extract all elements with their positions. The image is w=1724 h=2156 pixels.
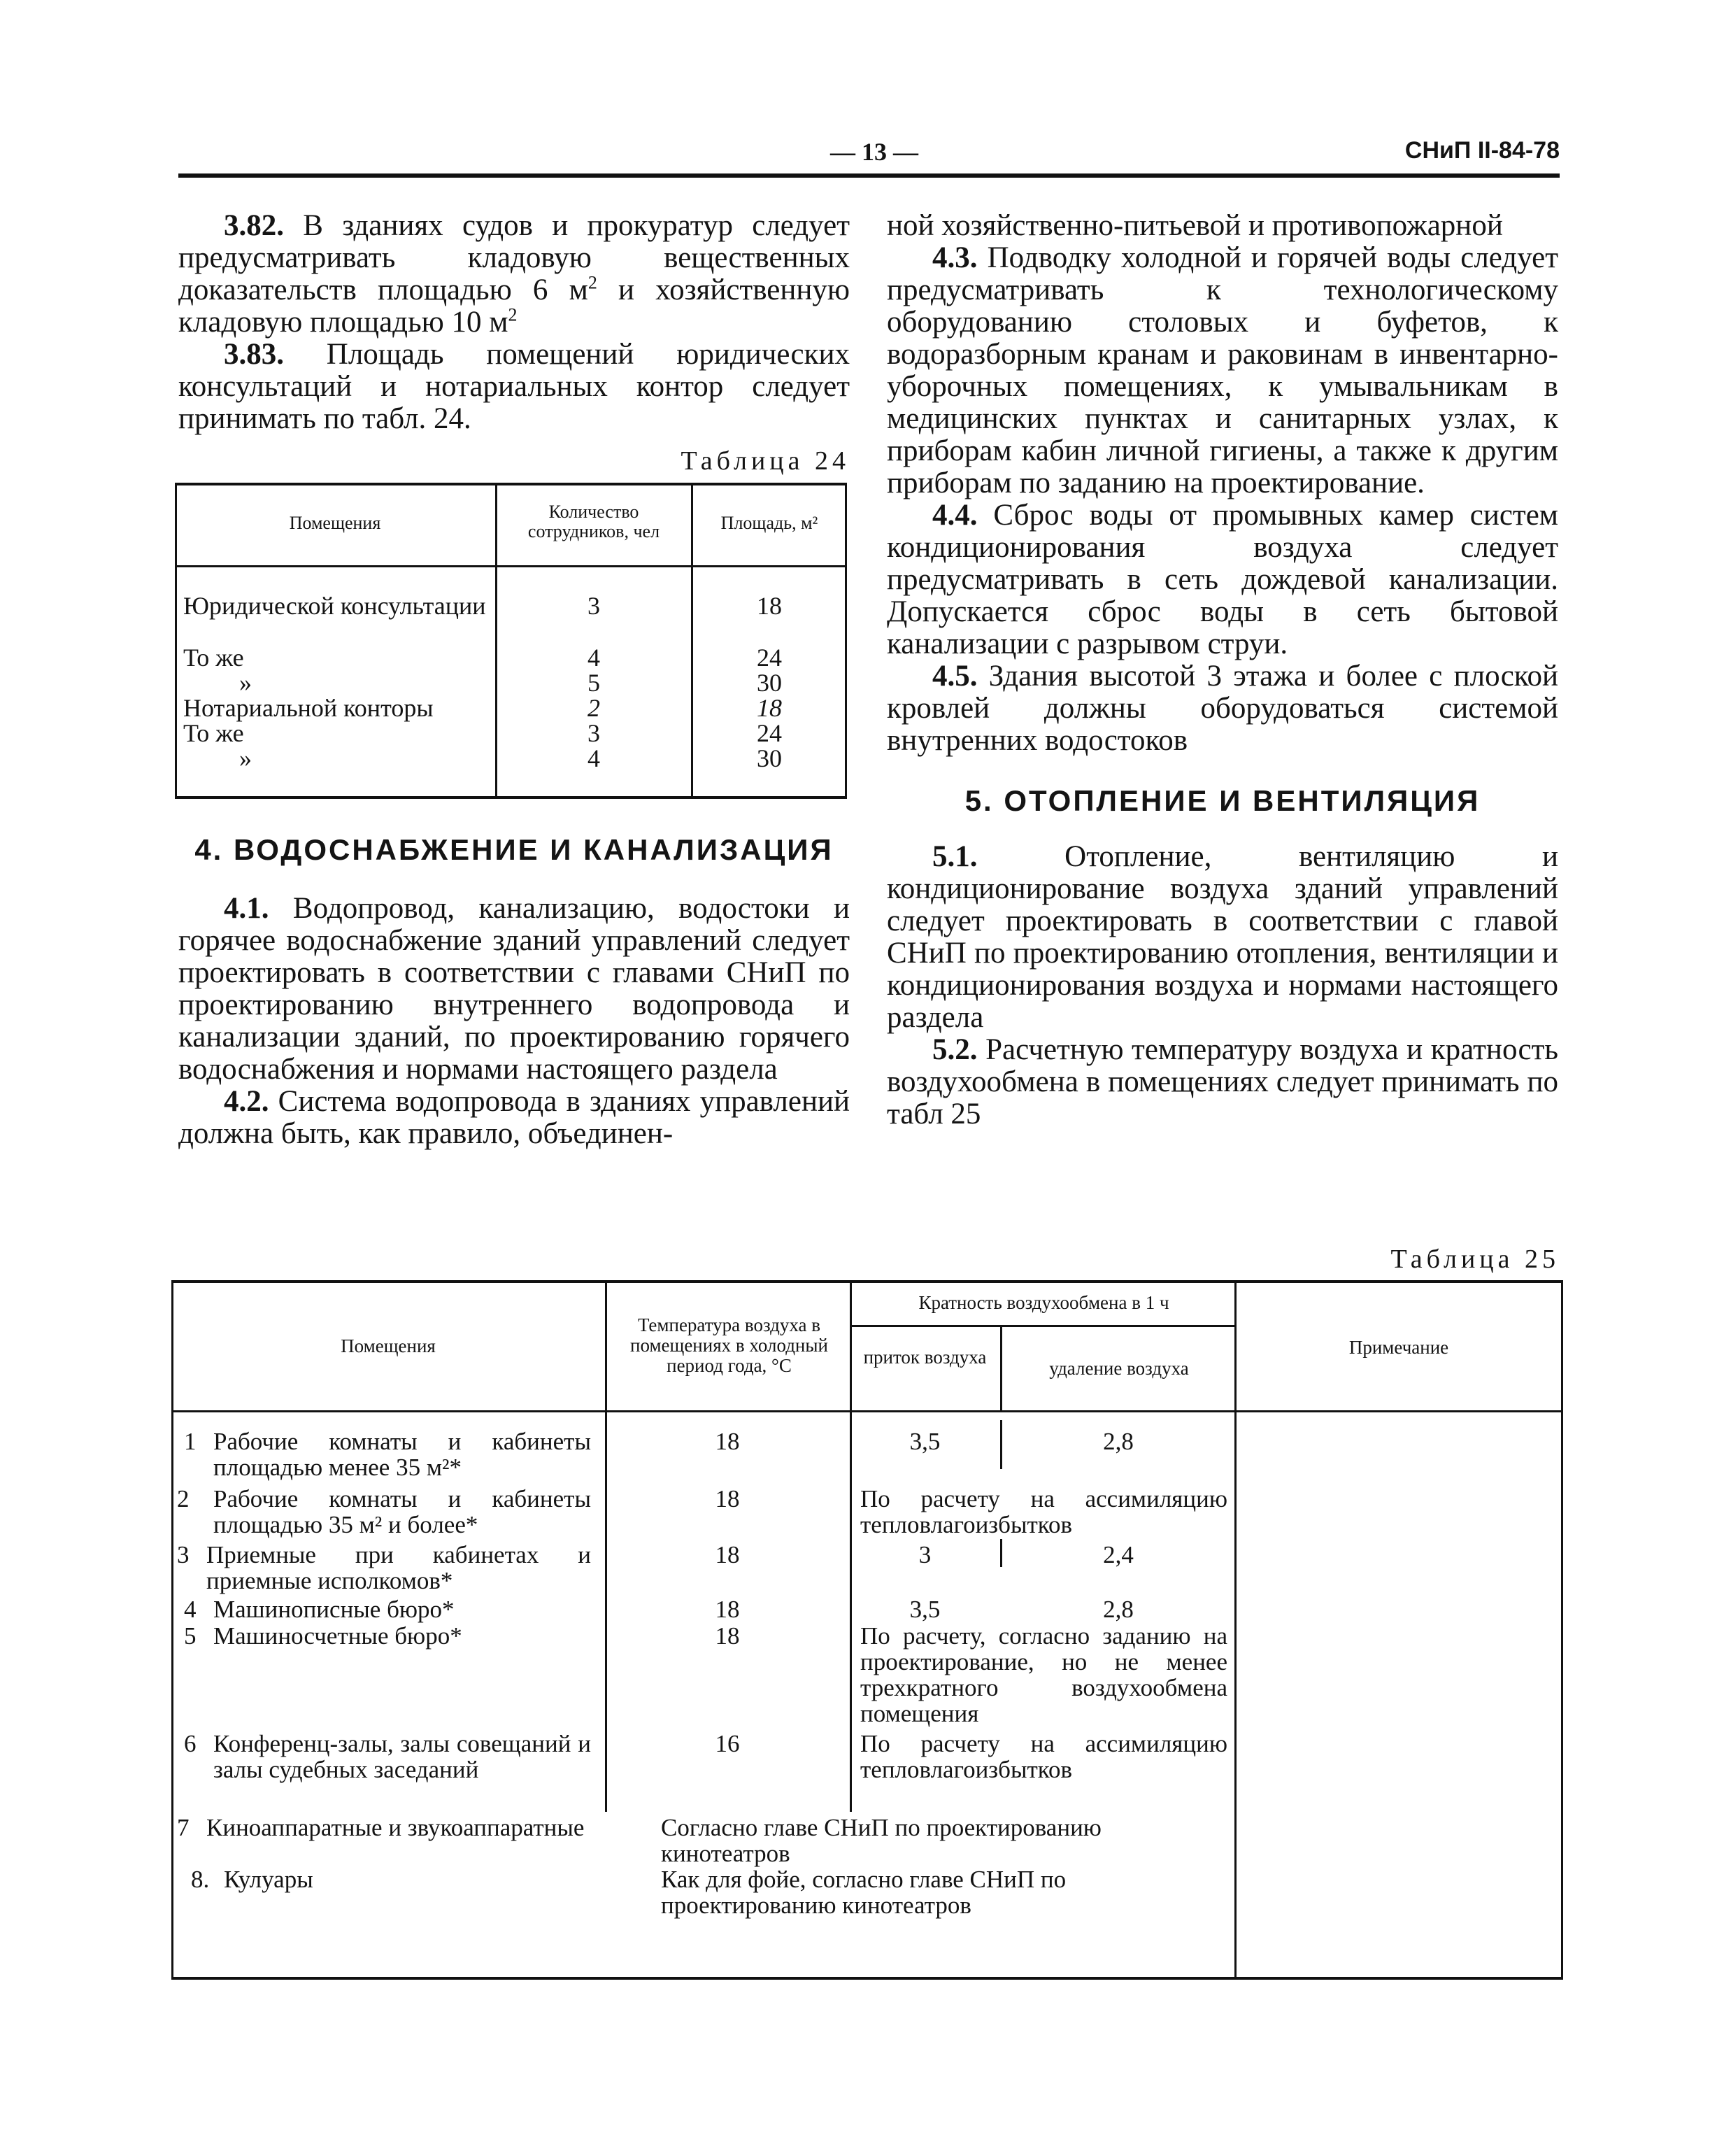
row-number: 4: [184, 1596, 197, 1623]
table-rule: [171, 1410, 1563, 1412]
table25-caption: Таблица 25: [1390, 1244, 1560, 1274]
table-cell-temp: 18: [715, 1541, 740, 1568]
table-cell-room: »: [239, 669, 252, 697]
superscript: 2: [587, 272, 597, 293]
table-cell-supply: 3: [918, 1541, 932, 1568]
table-cell-room: Приемные при кабинетах и приемные исполкомов*: [206, 1541, 591, 1594]
page-number: — 13 —: [830, 138, 918, 166]
table-cell-staff: 3: [587, 592, 600, 620]
table-cell-room: Юридической консультации: [183, 592, 486, 620]
row-number: 7: [177, 1814, 190, 1841]
table-cell-room: Киноаппаратные и звукоаппаратные: [206, 1814, 585, 1841]
row-number: 2: [177, 1485, 190, 1512]
table-cell-room: Рабочие комнаты и кабинеты площадью 35 м² и более*: [213, 1485, 591, 1538]
table-cell-temp: 16: [715, 1730, 740, 1757]
row-number: 8.: [191, 1866, 210, 1893]
table-cell-merged: По расчету, согласно заданию на проектирование, но не менее трехкратного воздухообмена помещения: [860, 1622, 1227, 1727]
left-column-section4: [178, 834, 850, 1150]
table-cell-staff: 2: [587, 694, 600, 722]
table-cell-exhaust: 2,8: [1103, 1596, 1134, 1623]
table-cell-span: Согласно главе СНиП по проектированию кинотеатров: [661, 1814, 1102, 1867]
clause-text: Водопровод, канализацию, водостоки и горячее водоснабжение зданий управлений следует проектировать в соответствии с главами СНиП по проектированию внутреннего водопровода и канализации зданий, по проектированию горячего водоснабжения и нормами настоящего раздела: [178, 892, 850, 1086]
table-cell-room: Конференц-залы, залы совещаний и залы судебных заседаний: [213, 1730, 591, 1783]
table-rule: [175, 565, 846, 567]
clause-number: 5.2.: [932, 1033, 978, 1066]
table-rule: [845, 483, 847, 799]
table-rule: [1234, 1280, 1237, 1980]
table-cell-supply: 3,5: [909, 1596, 941, 1623]
row-number: 3: [177, 1541, 190, 1568]
clause-text: Расчетную температуру воздуха и кратность воздухообмена в помещениях следует принимать по табл 25: [887, 1033, 1558, 1130]
table-cell-area: 18: [757, 694, 782, 722]
table-rule: [691, 483, 693, 799]
table-cell-area: 30: [757, 669, 782, 697]
table-cell-room: Кулуары: [224, 1866, 313, 1893]
column-header-temp: Температура воздуха в помещениях в холодный период года, °С: [630, 1314, 828, 1376]
table-cell-room: »: [239, 744, 252, 772]
table-cell-exhaust: 2,8: [1103, 1428, 1134, 1455]
clause-number: 4.1.: [224, 892, 269, 925]
table-cell-area: 30: [757, 744, 782, 772]
table-cell-staff: 4: [587, 644, 600, 672]
column-header-note: Примечание: [1348, 1337, 1449, 1358]
paragraph-3-82: [178, 210, 850, 339]
table-cell-temp: 18: [715, 1485, 740, 1512]
table-cell-staff: 5: [587, 669, 600, 697]
table-cell-area: 24: [757, 644, 782, 672]
paragraph-3-83: [178, 339, 850, 435]
paragraph-continuation: ной хозяйственно-питьевой и противопожарной: [887, 209, 1503, 242]
row-number: 6: [184, 1730, 197, 1757]
clause-text: Площадь помещений юридических консультаций и нотариальных контор следует принимать по табл. 24.: [178, 338, 850, 435]
clause-number: 4.3.: [932, 241, 978, 274]
table24-caption: Таблица 24: [681, 446, 850, 476]
table-rule: [1561, 1280, 1563, 1980]
table-25: [171, 1280, 1563, 1980]
clause-number: 4.5.: [932, 660, 978, 693]
clause-text: Сброс воды от промывных камер систем кондиционирования воздуха следует предусматривать в сеть дождевой канализации. Допускается сброс воды в сеть бытовой канализации с разрывом струи.: [887, 499, 1559, 660]
table-rule: [495, 483, 497, 799]
clause-text: В зданиях судов и прокуратур следует предусматривать кладовую вещественных доказательств площадью 6 м: [178, 209, 850, 306]
table-rule: [1000, 1325, 1002, 1412]
table-cell-merged: По расчету на ассимиляцию тепловлагоизбытков: [860, 1485, 1227, 1538]
clause-text: Здания высотой 3 этажа и более с плоской кровлей должны оборудоваться системой внутренних водостоков: [887, 660, 1558, 757]
table-cell-staff: 4: [587, 744, 600, 772]
table-cell-room: Рабочие комнаты и кабинеты площадью менее 35 м²*: [213, 1428, 591, 1481]
table-cell-room: То же: [183, 644, 244, 672]
clause-number: 3.82.: [224, 209, 284, 242]
clause-text: и хозяйственную кладовую площадью 10 м: [178, 274, 850, 339]
column-header-exhaust: удаление воздуха: [1049, 1358, 1189, 1379]
table-cell-room: Нотариальной конторы: [183, 694, 434, 722]
clause-text: Подводку холодной и горячей воды следует предусматривать к технологическому оборудованию столовых и буфетов, к водоразборным кранам и раковинам в инвентарно-уборочных помещениях, к умывальникам в медицинских пунктах и санитарных узлах, к приборам кабин личной гигиены, а также к другим приборам по заданию на проектирование.: [887, 241, 1558, 499]
row-number: 5: [184, 1622, 197, 1650]
table-cell-supply: 3,5: [909, 1428, 941, 1455]
row-number: 1: [184, 1428, 197, 1455]
clause-text: Отопление, вентиляцию и кондиционирование воздуха зданий управлений следует проектировать в соответствии с главой СНиП по проектированию отопления, вентиляции и кондиционирования воздуха и нормами настоящего раздела: [887, 840, 1558, 1034]
table-cell-room: То же: [183, 719, 244, 747]
table-cell-span: Как для фойе, согласно главе СНиП по проектированию кинотеатров: [661, 1866, 1067, 1919]
paragraph-4-5: [887, 660, 1558, 757]
clause-number: 5.1.: [932, 840, 978, 873]
column-header-supply: приток воздуха: [863, 1347, 987, 1368]
column-header: Количество сотрудников, чел: [527, 502, 660, 541]
doc-code: СНиП II-84-78: [1404, 137, 1560, 164]
column-header: Помещения: [289, 513, 381, 533]
section-5-title: 5. ОТОПЛЕНИЕ И ВЕНТИЛЯЦИЯ: [964, 784, 1481, 817]
column-header: Площадь, м²: [720, 513, 818, 533]
table-cell-area: 18: [757, 592, 782, 620]
table-cell-room: Машиносчетные бюро*: [213, 1622, 462, 1650]
paragraph-4-4: [887, 499, 1558, 660]
paragraph-5-1: [887, 841, 1558, 1034]
table-rule: [171, 1280, 1563, 1283]
table-cell-room: Машинописные бюро*: [213, 1596, 455, 1623]
table-cell-merged: По расчету на ассимиляцию тепловлагоизбытков: [860, 1730, 1227, 1783]
table-cell-temp: 18: [715, 1428, 740, 1455]
superscript: 2: [508, 304, 518, 325]
table-rule: [171, 1280, 173, 1980]
table-24: [175, 483, 846, 799]
clause-number: 4.2.: [224, 1085, 269, 1118]
paragraph-4-2: [178, 1086, 850, 1150]
section-4-title: 4. ВОДОСНАБЖЕНИЕ И КАНАЛИЗАЦИЯ: [194, 833, 834, 866]
table-cell-staff: 3: [587, 719, 600, 747]
left-column: [178, 210, 850, 477]
paragraph-4-3: [887, 242, 1558, 499]
table-cell-area: 24: [757, 719, 782, 747]
column-header-exchange: Кратность воздухообмена в 1 ч: [918, 1292, 1169, 1313]
table-cell-exhaust: 2,4: [1103, 1541, 1134, 1568]
table-rule: [175, 796, 846, 799]
table-cell-temp: 18: [715, 1622, 740, 1650]
column-header-room: Помещения: [341, 1335, 436, 1356]
paragraph-4-1: [178, 893, 850, 1086]
header-rule: [178, 173, 1560, 178]
right-column: [887, 210, 1558, 1130]
paragraph-5-2: [887, 1034, 1558, 1130]
clause-text: Система водопровода в зданиях управлений должна быть, как правило, объединен-: [178, 1085, 850, 1150]
clause-number: 4.4.: [932, 499, 978, 532]
table-cell-temp: 18: [715, 1596, 740, 1623]
table-rule: [175, 483, 846, 485]
table-rule: [850, 1325, 1234, 1327]
clause-number: 3.83.: [224, 338, 284, 371]
table-rule: [171, 1977, 1563, 1980]
